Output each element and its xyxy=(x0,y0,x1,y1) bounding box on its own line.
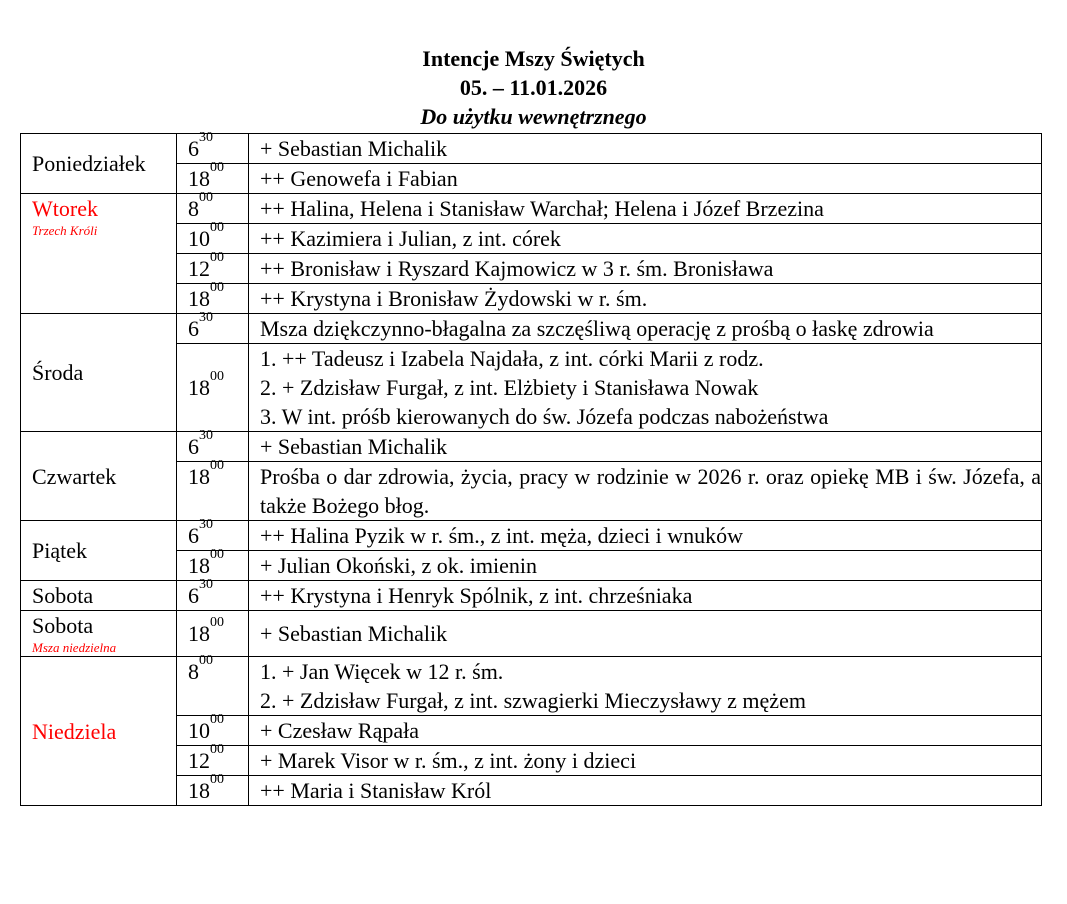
intention-text: + Julian Okoński, z ok. imienin xyxy=(260,553,537,578)
mass-time xyxy=(177,344,249,432)
intention-text: ++ Maria i Stanisław Król xyxy=(260,778,492,803)
date-range: 05. – 11.01.2026 xyxy=(459,75,608,100)
mass-time xyxy=(177,517,249,551)
day-cell xyxy=(21,581,177,611)
time-minutes: 00 xyxy=(210,458,224,473)
day-cell xyxy=(21,194,177,314)
day-cell xyxy=(21,657,177,806)
day-name: Czwartek xyxy=(32,463,117,489)
intention-text: ++ Bronisław i Ryszard Kajmowicz w 3 r. śm. Bronisława xyxy=(260,256,774,281)
time-minutes: 00 xyxy=(210,547,224,562)
time-hour: 8 xyxy=(188,659,199,684)
time-minutes: 00 xyxy=(210,772,224,787)
table-row xyxy=(21,432,1042,462)
intention-cell xyxy=(249,581,1042,611)
time-minutes: 30 xyxy=(199,310,213,325)
intention-text: + Sebastian Michalik xyxy=(260,621,448,646)
intention-text: ++ Halina, Helena i Stanisław Warchał; Helena i Józef Brzezina xyxy=(260,196,824,221)
time-minutes: 00 xyxy=(210,280,224,295)
day-name: Sobota xyxy=(32,583,94,608)
table-row xyxy=(21,134,1042,164)
intention-cell xyxy=(249,344,1042,432)
time-hour: 18 xyxy=(188,464,210,489)
day-cell xyxy=(21,432,177,521)
mass-time xyxy=(177,190,249,224)
intention-cell xyxy=(249,314,1042,344)
day-name: Wtorek xyxy=(32,196,98,221)
mass-time xyxy=(177,611,249,657)
intention-cell xyxy=(249,776,1042,806)
time-hour: 18 xyxy=(188,778,210,803)
document-subtitle: Do użytku wewnętrznego xyxy=(420,104,647,129)
intention-cell xyxy=(249,254,1042,284)
intention-text: + Marek Visor w r. śm., z int. żony i dzieci xyxy=(260,748,637,773)
time-minutes: 00 xyxy=(210,369,224,384)
intention-cell xyxy=(249,284,1042,314)
day-name: Piątek xyxy=(32,538,87,563)
time-minutes: 00 xyxy=(210,250,224,265)
time-minutes: 30 xyxy=(199,517,213,532)
time-minutes: 30 xyxy=(199,130,213,145)
time-hour: 18 xyxy=(188,166,210,191)
day-cell xyxy=(21,611,177,657)
day-name: Poniedziałek xyxy=(32,151,146,176)
intention-text: Msza dziękczynno-błagalna za szczęśliwą operację z prośbą o łaskę zdrowia xyxy=(260,316,934,341)
mass-time xyxy=(177,712,249,746)
day-cell xyxy=(21,134,177,194)
intention-text: ++ Krystyna i Henryk Spólnik, z int. chrześniaka xyxy=(260,583,693,608)
intention-cell xyxy=(249,224,1042,254)
time-minutes: 00 xyxy=(210,615,224,630)
intention-text: ++ Halina Pyzik w r. śm., z int. męża, dzieci i wnuków xyxy=(260,523,744,548)
time-minutes: 00 xyxy=(210,160,224,175)
day-name: Sobota xyxy=(32,613,94,638)
intention-text: ++ Kazimiera i Julian, z int. córek xyxy=(260,226,561,251)
intention-text: 1. + Jan Więcek w 12 r. śm. xyxy=(260,659,504,684)
mass-time xyxy=(177,428,249,462)
time-hour: 18 xyxy=(188,286,210,311)
time-hour: 8 xyxy=(188,196,199,221)
intention-text: ++ Genowefa i Fabian xyxy=(260,166,458,191)
day-name: Niedziela xyxy=(32,718,117,744)
time-minutes: 00 xyxy=(199,653,213,668)
intention-cell xyxy=(249,432,1042,462)
intention-text: + Czesław Rąpała xyxy=(260,718,420,743)
time-minutes: 00 xyxy=(210,712,224,727)
mass-intentions-table xyxy=(20,130,1042,806)
day-name: Środa xyxy=(32,360,84,385)
mass-time xyxy=(177,772,249,806)
mass-time xyxy=(177,577,249,611)
intention-text: + Sebastian Michalik xyxy=(260,136,448,161)
mass-time xyxy=(177,653,249,716)
mass-time xyxy=(177,310,249,344)
document-title: Intencje Mszy Świętych xyxy=(422,46,645,71)
day-note: Trzech Króli xyxy=(32,223,98,238)
intention-cell xyxy=(249,521,1042,551)
day-note: Msza niedzielna xyxy=(32,640,117,655)
mass-time xyxy=(177,547,249,581)
time-hour: 6 xyxy=(188,316,199,341)
intention-cell xyxy=(249,611,1042,657)
time-hour: 18 xyxy=(188,553,210,578)
table-row xyxy=(21,657,1042,716)
time-hour: 12 xyxy=(188,256,210,281)
time-minutes: 00 xyxy=(210,742,224,757)
mass-time xyxy=(177,742,249,776)
time-hour: 10 xyxy=(188,226,210,251)
time-minutes: 00 xyxy=(210,220,224,235)
mass-time xyxy=(177,220,249,254)
intention-cell xyxy=(249,462,1042,521)
time-hour: 6 xyxy=(188,523,199,548)
intention-text: ++ Krystyna i Bronisław Żydowski w r. śm. xyxy=(260,286,648,311)
table-row xyxy=(21,194,1042,224)
mass-time xyxy=(177,458,249,521)
time-hour: 18 xyxy=(188,375,210,400)
time-hour: 6 xyxy=(188,583,199,608)
intention-cell xyxy=(249,551,1042,581)
table-row xyxy=(21,314,1042,344)
day-cell xyxy=(21,521,177,581)
time-hour: 6 xyxy=(188,136,199,161)
intention-text: 2. + Zdzisław Furgał, z int. szwagierki Mieczysławy z mężem xyxy=(260,688,806,713)
intention-cell xyxy=(249,657,1042,716)
time-hour: 6 xyxy=(188,434,199,459)
mass-time xyxy=(177,130,249,164)
day-cell xyxy=(21,314,177,432)
intention-cell xyxy=(249,134,1042,164)
mass-time xyxy=(177,280,249,314)
intention-cell xyxy=(249,194,1042,224)
intention-text: + Sebastian Michalik xyxy=(260,434,448,459)
table-row xyxy=(21,521,1042,551)
intention-cell xyxy=(249,746,1042,776)
mass-time xyxy=(177,160,249,194)
intention-cell xyxy=(249,716,1042,746)
mass-time xyxy=(177,250,249,284)
time-minutes: 30 xyxy=(199,428,213,443)
table-row xyxy=(21,611,1042,657)
intention-cell xyxy=(249,164,1042,194)
table-row xyxy=(21,581,1042,611)
intention-text: 2. + Zdzisław Furgał, z int. Elżbiety i Stanisława Nowak xyxy=(260,375,759,400)
intention-text: Prośba o dar zdrowia, życia, pracy w rodzinie w 2026 r. oraz opiekę MB i św. Józefa, a także Bożego błog. xyxy=(260,464,1041,518)
time-hour: 12 xyxy=(188,748,210,773)
document-header xyxy=(0,44,1067,131)
time-minutes: 00 xyxy=(199,190,213,205)
intention-text: 3. W int. próśb kierowanych do św. Józefa podczas nabożeństwa xyxy=(260,404,829,429)
intention-text: 1. ++ Tadeusz i Izabela Najdała, z int. córki Marii z rodz. xyxy=(260,346,764,371)
time-hour: 18 xyxy=(188,621,210,646)
time-minutes: 30 xyxy=(199,577,213,592)
time-hour: 10 xyxy=(188,718,210,743)
